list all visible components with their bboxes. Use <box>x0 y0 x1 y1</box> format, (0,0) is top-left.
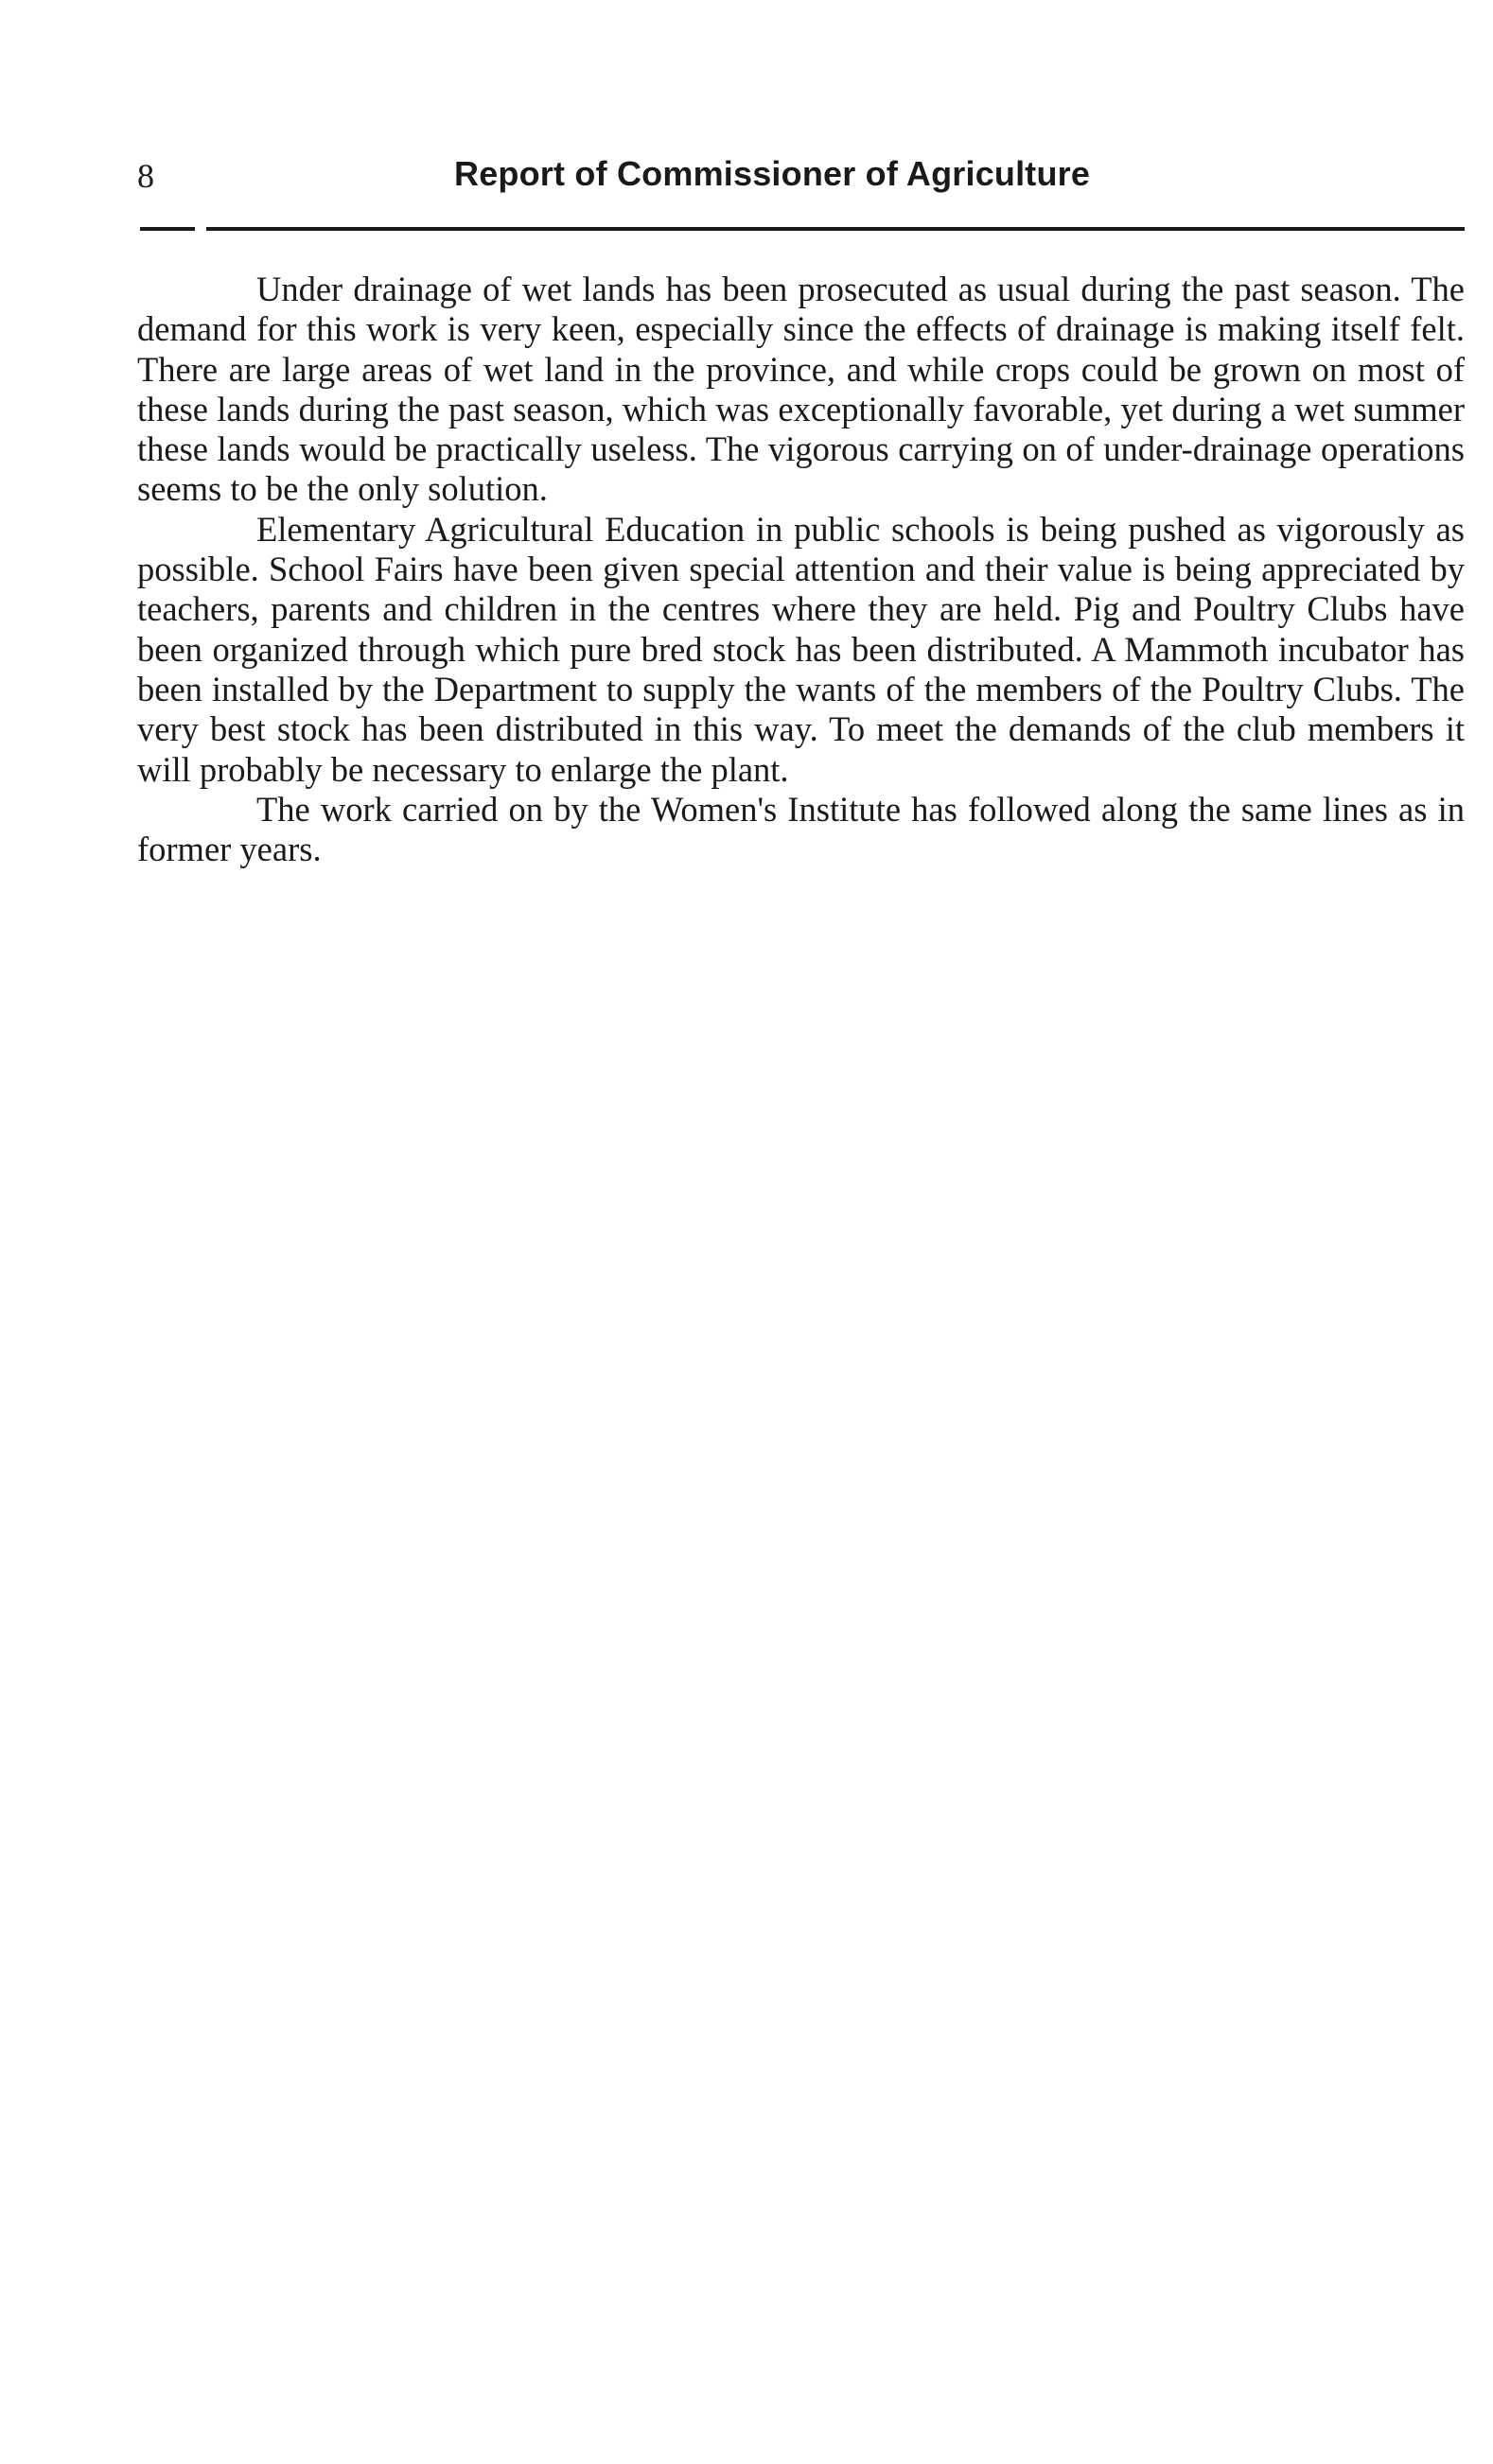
body-text <box>137 270 1465 869</box>
paragraph-womens-institute: The work carried on by the Women's Institute has followed along the same lines as in former years. <box>137 789 1465 869</box>
running-title: Report of Commissioner of Agriculture <box>454 154 1091 193</box>
header-rule-short <box>140 227 195 231</box>
paragraph-drainage: Under drainage of wet lands has been prosecuted as usual during the past season. The demand for this work is very keen, especially since the effects of drainage is making itself felt. There are large areas of wet land in the province, and while crops could be grown on most of these lands during the past season, which was exceptionally favorable, yet during a wet summer these lands would be practically useless. The vigorous carrying on of under-drainage operations seems to be the only solution. <box>137 270 1465 509</box>
page-number: 8 <box>137 157 154 195</box>
page-header <box>137 151 1465 208</box>
header-rule-long <box>206 227 1465 231</box>
paragraph-education: Elementary Agricultural Education in public schools is being pushed as vigorously as possible. School Fairs have been given special attention and their value is being appreciated by teachers, parents and children in the centres where they are held. Pig and Poultry Clubs have been organized through which pure bred stock has been distributed. A Mammoth incubator has been installed by the Department to supply the wants of the members of the Poultry Clubs. The very best stock has been distributed in this way. To meet the demands of the club members it will probably be necessary to enlarge the plant. <box>137 509 1465 789</box>
